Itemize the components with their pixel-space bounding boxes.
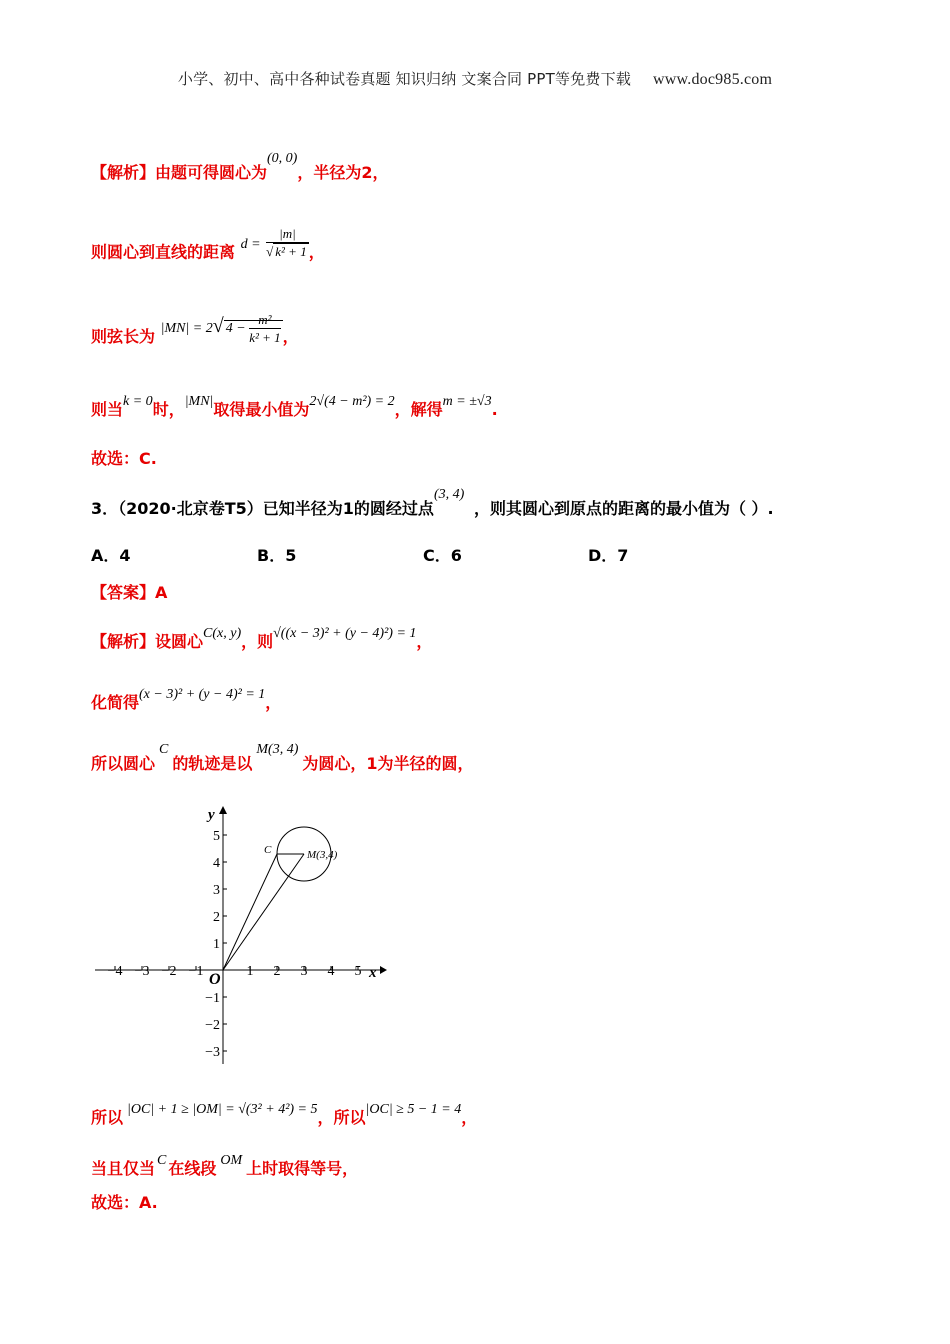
sol3-l4-mid: ，所以 bbox=[317, 1108, 366, 1127]
x-tick-label: 1 bbox=[246, 964, 254, 979]
sol2-l1-text: 【解析】由题可得圆心为 bbox=[91, 163, 268, 182]
sol3-line3 bbox=[91, 742, 474, 774]
sol3-m-math: M(3, 4) bbox=[256, 742, 299, 757]
y-tick-label: 1 bbox=[213, 937, 220, 952]
sol2-line1 bbox=[91, 151, 389, 183]
sol2-distance-frac: $\frac{|m|}{\text{√ k² + 1}}$ bbox=[266, 226, 307, 259]
y-tick-label: −1 bbox=[205, 991, 220, 1006]
y-ticks bbox=[205, 829, 227, 1060]
sol2-l1-post: ，半径为2， bbox=[297, 163, 389, 182]
sol3-l1-post: ， bbox=[416, 632, 433, 651]
choice-c: C．6 bbox=[423, 546, 462, 565]
y-axis-arrow bbox=[219, 806, 227, 814]
point-m-label: M(3,4) bbox=[307, 849, 338, 861]
sol2-l4-text: 则当 bbox=[91, 400, 124, 419]
sol3-l3-text: 所以圆心 bbox=[91, 754, 156, 773]
x-tick-label: −1 bbox=[188, 964, 204, 979]
sol2-l4-mid2: 取得最小值为 bbox=[213, 400, 310, 419]
sol2-chord-in: 4 − bbox=[225, 321, 246, 337]
sol3-l3-mid: 的轨迹是以 bbox=[172, 754, 253, 773]
x-tick-label: 3 bbox=[300, 964, 308, 979]
sol2-m-math: m = ±√3 bbox=[442, 394, 492, 409]
sol2-mn-math: |MN| bbox=[184, 394, 214, 409]
choice-b: B．5 bbox=[257, 546, 297, 565]
sol3-choice: 故选：A. bbox=[91, 1193, 158, 1212]
sol2-line4 bbox=[91, 394, 498, 420]
sol2-distance-den: k² + 1 bbox=[275, 244, 307, 259]
sol3-l1-mid: ，则 bbox=[241, 632, 274, 651]
page-header bbox=[0, 68, 950, 89]
sol3-c-math2: C bbox=[157, 1153, 167, 1168]
coordinate-graph bbox=[95, 802, 395, 1068]
sol3-line2 bbox=[91, 687, 282, 713]
x-axis-label: x bbox=[369, 965, 377, 981]
x-ticks bbox=[108, 964, 362, 979]
x-axis-arrow bbox=[380, 966, 387, 974]
q3-stem bbox=[91, 487, 774, 519]
y-tick-label: −2 bbox=[205, 1018, 220, 1033]
choice-a: A．4 bbox=[91, 546, 131, 565]
sol2-choice: 故选：C. bbox=[91, 449, 157, 468]
sol2-distance-lhs: d = bbox=[240, 236, 261, 252]
sol3-l1-text: 【解析】设圆心 bbox=[91, 632, 204, 651]
sol3-l5-text: 当且仅当 bbox=[91, 1159, 156, 1178]
choice-d: D．7 bbox=[588, 546, 629, 565]
segment-oc bbox=[223, 854, 277, 970]
sol2-l4-mid3: ，解得 bbox=[394, 400, 443, 419]
x-tick-label: −3 bbox=[134, 964, 150, 979]
sol3-ineq1: |OC| + 1 ≥ |OM| = √(3² + 4²) = 5 bbox=[127, 1102, 318, 1117]
sol2-line3: 则弦长为 |MN| = 2√ 4 − $\frac{\text{m²}}{\text{k² + 1}}$ ， bbox=[91, 312, 299, 347]
sol3-c-math: C bbox=[159, 742, 169, 757]
sol2-l2-text: 则圆心到直线的距离 bbox=[91, 242, 236, 262]
sol2-l3-post: ， bbox=[282, 327, 299, 347]
y-tick-label: 4 bbox=[213, 856, 220, 871]
point-c-label: C bbox=[264, 844, 272, 856]
sol2-k-math: k = 0 bbox=[123, 394, 153, 409]
q3-stem-post: ，则其圆心到原点的距离的最小值为（ ）. bbox=[473, 499, 774, 518]
y-tick-label: 5 bbox=[213, 829, 220, 844]
y-axis-label: y bbox=[208, 807, 215, 823]
sol2-l4-post: . bbox=[491, 400, 498, 419]
sol2-distance-num: |m| bbox=[266, 226, 309, 243]
sol2-center-math: (0, 0) bbox=[267, 151, 298, 166]
x-tick-label: −2 bbox=[161, 964, 177, 979]
sol3-line5 bbox=[91, 1153, 359, 1179]
sol3-om-math: OM bbox=[220, 1153, 243, 1168]
sol3-l3-post: 为圆心，1为半径的圆， bbox=[302, 754, 474, 773]
sol2-chord-num: m² bbox=[249, 312, 280, 329]
sol3-answer: 【答案】A bbox=[91, 583, 168, 602]
sol2-line2 bbox=[91, 226, 325, 270]
sol2-min-math: 2√(4 − m²) = 2 bbox=[309, 394, 395, 409]
sol3-sqrt-eq: √((x − 3)² + (y − 4)²) = 1 bbox=[273, 626, 417, 641]
x-tick-label: 5 bbox=[354, 964, 362, 979]
sol3-line4 bbox=[91, 1102, 478, 1128]
sol3-center-math: C(x, y) bbox=[203, 626, 242, 641]
sol3-ineq2: |OC| ≥ 5 − 1 = 4 bbox=[365, 1102, 462, 1117]
segment-om bbox=[223, 854, 304, 970]
y-tick-label: 3 bbox=[213, 883, 220, 898]
sol2-chord-lhs: |MN| = 2 bbox=[160, 321, 213, 337]
x-tick-label: 2 bbox=[273, 964, 281, 979]
sol2-l3-text: 则弦长为 bbox=[91, 327, 156, 347]
sol3-l4-text: 所以 bbox=[91, 1108, 124, 1127]
sol2-chord-frac bbox=[249, 312, 280, 346]
header-url[interactable]: www.doc985.com bbox=[653, 71, 773, 88]
sol3-line1 bbox=[91, 626, 433, 652]
sol3-l2-post: ， bbox=[265, 693, 282, 712]
y-tick-label: −3 bbox=[205, 1045, 220, 1060]
sol2-l2-post: ， bbox=[308, 242, 325, 262]
sol3-l4-post: ， bbox=[461, 1108, 478, 1127]
q3-point-math: (3, 4) bbox=[433, 487, 465, 502]
x-tick-label: 4 bbox=[327, 964, 335, 979]
sol3-l5-post: 上时取得等号， bbox=[246, 1159, 359, 1178]
sol3-circle-eq: (x − 3)² + (y − 4)² = 1 bbox=[139, 687, 266, 702]
q3-stem-text: 3．（2020·北京卷T5）已知半径为1的圆经过点 bbox=[91, 499, 434, 518]
sol3-l5-mid: 在线段 bbox=[168, 1159, 217, 1178]
header-text: 小学、初中、高中各种试卷真题 知识归纳 文案合同 PPT等免费下载 bbox=[177, 70, 632, 88]
origin-label: O bbox=[209, 971, 221, 988]
y-tick-label: 2 bbox=[213, 910, 220, 925]
x-tick-label: −4 bbox=[107, 964, 123, 979]
sol3-l2-text: 化简得 bbox=[91, 693, 140, 712]
sol2-chord-den: k² + 1 bbox=[249, 330, 281, 345]
sol2-l4-mid1: 时， bbox=[152, 400, 185, 419]
